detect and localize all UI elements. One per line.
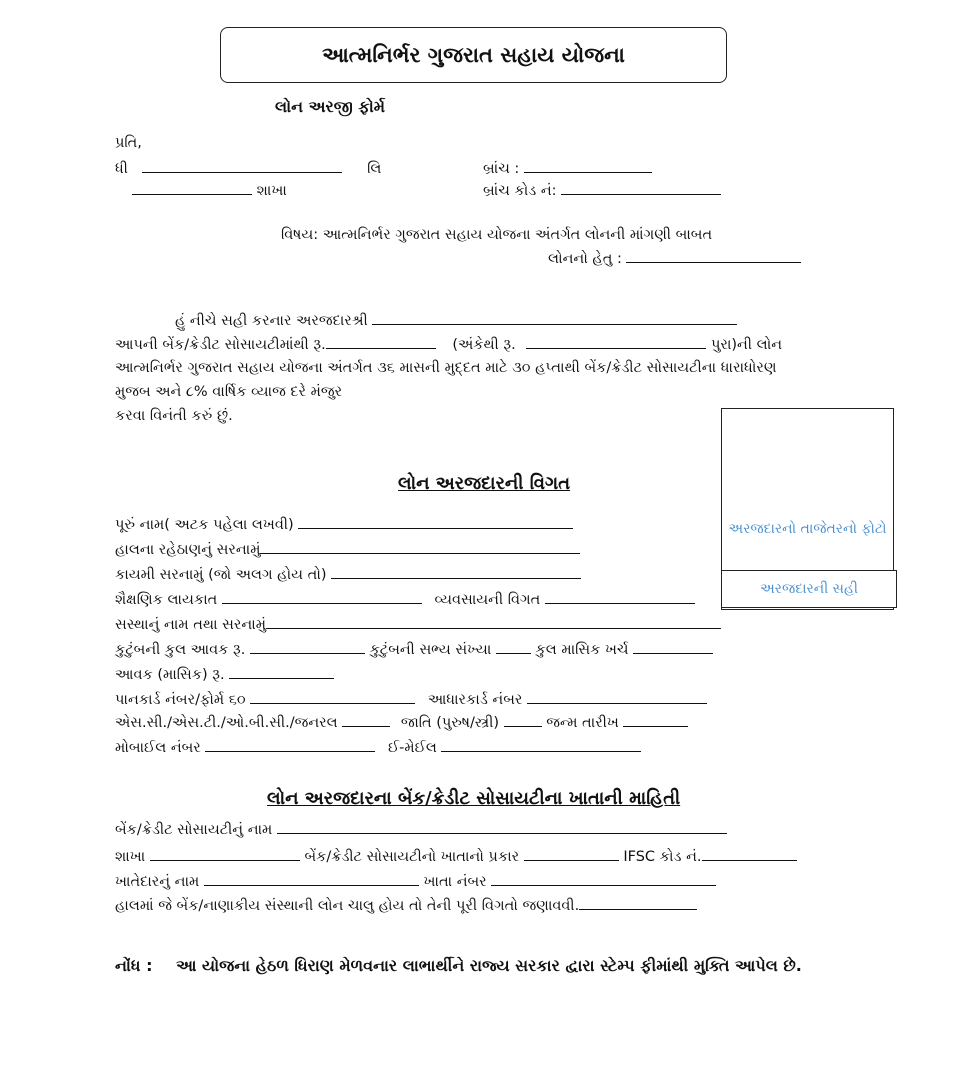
full-name-row [115,514,573,535]
bank-name-blank[interactable] [142,158,342,173]
contact-row [115,737,641,758]
income-row [115,639,713,660]
ifsc-label: IFSC કોડ નં. [623,849,702,865]
bank-name-row [115,158,381,179]
para-line-4: મુજબ અને ૮% વાર્ષિક વ્યાજ દરે મંજુર [115,384,343,400]
holder-blank[interactable] [204,871,419,886]
mobile-blank[interactable] [205,737,375,752]
occupation-blank[interactable] [545,589,695,604]
branch-code-row [483,180,721,201]
shakha-row [132,180,287,201]
shakha-blank[interactable] [132,180,252,195]
para-line-1: હું નીચે સહી કરનાર અરજદારશ્રી [175,313,368,329]
monthly-income-row [115,664,334,685]
li-label: લિ [367,161,382,177]
applicant-details-heading: લોન અરજદારની વિગત [398,473,571,494]
bank-name-label: બેંક/ક્રેડીટ સોસાયટીનું નામ [115,822,273,838]
ifsc-blank[interactable] [702,846,797,861]
signature-label: અરજદારની સહી [760,581,858,597]
monthly-income-label: આવક (માસિક) રૂ. [115,667,225,683]
para-line-2a: આપની બેંક/ક્રેડીટ સોસાયટીમાંથી રૂ. [115,337,326,353]
existing-loan-blank[interactable] [579,895,697,910]
existing-loan-label: હાલમાં જે બેંક/નાણાકીય સંસ્થાની લોન ચાલુ હોય તો તેની પૂરી વિગતો જણાવવી. [115,898,580,914]
account-no-label: ખાતા નંબર [423,874,487,890]
permanent-address-label: કાયમી સરનામું (જો અલગ હોય તો) [115,567,327,583]
permanent-address-row [115,564,581,585]
org-address-blank[interactable] [266,614,721,629]
para-line-3: આત્મનિર્ભર ગુજરાત સહાય યોજના અંતર્ગત ૩૬ માસની મુદ્દત માટે ૩૦ હપ્તાથી બેંક/ક્રેડીટ સોસાયટીના ધારાધોરણ [115,360,777,376]
applicant-name-blank[interactable] [372,310,737,325]
account-type-label: બેંક/ક્રેડીટ સોસાયટીનો ખાતાનો પ્રકાર [304,849,520,865]
branch-row [483,158,652,179]
family-income-blank[interactable] [250,639,365,654]
dob-blank[interactable] [623,712,688,727]
note-text: આ યોજના હેઠળ ધિરાણ મેળવનાર લાભાર્થીને રાજ્ય સરકાર દ્વારા સ્ટેમ્પ ફીમાંથી મુક્તિ આપેલ છે. [176,956,802,975]
bank-society-name-blank[interactable] [277,819,727,834]
amount-words-blank[interactable] [526,334,706,349]
applicant-name-row [175,310,737,331]
photo-label: અરજદારનો તાજેતરનો ફોટો [728,521,887,537]
prati-label: પ્રતિ, [115,135,142,151]
branch-code-label: બ્રાંચ કોડ નં: [483,183,557,199]
shakha-label: શાખા [256,183,287,199]
account-type-blank[interactable] [524,846,619,861]
category-row [115,712,688,733]
occupation-label: વ્યવસાયની વિગત [434,592,541,608]
current-address-blank[interactable] [260,539,580,554]
aadhaar-blank[interactable] [527,689,707,704]
email-blank[interactable] [441,737,641,752]
education-label: શૈક્ષણિક લાયકાત [115,592,218,608]
pan-row [115,689,707,710]
full-name-blank[interactable] [298,514,573,529]
loan-purpose-label: લોનનો હેતુ : [548,251,622,267]
dob-label: જન્મ તારીખ [546,715,619,731]
monthly-expense-label: કુલ માસિક ખર્ચ [535,642,629,658]
gender-blank[interactable] [504,712,542,727]
bank-details-heading: લોન અરજદારના બેંક/ક્રેડીટ સોસાયટીના ખાતાની માહિતી [267,788,681,809]
para-line-2c: પુરા)ની લોન [710,337,783,353]
amount-blank[interactable] [326,334,436,349]
loan-purpose-row [548,248,801,269]
pan-blank[interactable] [250,689,415,704]
email-label: ઈ-મેઈલ [387,740,437,756]
bank-branch-label: શાખા [115,849,146,865]
mobile-label: મોબાઈલ નંબર [115,740,201,756]
education-row [115,589,695,610]
family-members-blank[interactable] [496,639,531,654]
monthly-expense-blank[interactable] [633,639,713,654]
note-row [115,956,802,976]
current-address-row [115,539,580,560]
branch-label: બ્રાંચ : [483,161,520,177]
bank-name-field-row [115,819,727,840]
education-blank[interactable] [222,589,422,604]
org-address-label: સસ્થાનું નામ તથા સરનામું [115,617,266,633]
bank-branch-blank[interactable] [150,846,300,861]
full-name-label: પૂરું નામ( અટક પહેલા લખવી) [115,517,294,533]
monthly-income-blank[interactable] [229,664,334,679]
family-members-label: કુટુંબની સભ્ય સંખ્યા [369,642,492,658]
amount-row [115,334,782,355]
para-line-5: કરવા વિનંતી કરું છું. [115,408,233,424]
category-label: એસ.સી./એસ.ટી./ઓ.બી.સી./જનરલ [115,715,338,731]
permanent-address-blank[interactable] [331,564,581,579]
pan-label: પાનકાર્ડ નંબર/ફોર્મ ૬૦ [115,692,246,708]
note-label: નોંધ : [115,956,153,975]
subject-line: વિષય: આત્મનિર્ભર ગુજરાત સહાય યોજના અંતર્ગત લોનની માંગણી બાબત [281,227,713,243]
form-title: લોન અરજી ફોર્મ [275,97,386,116]
account-holder-row [115,871,716,892]
loan-purpose-blank[interactable] [626,248,801,263]
para-line-2b: (અંકેથી રૂ. [452,337,516,353]
dhi-label: ધી [115,161,128,177]
branch-code-blank[interactable] [561,180,721,195]
gender-label: જાતિ (પુરુષ/સ્ત્રી) [400,715,500,731]
family-income-label: કુટુંબની કુલ આવક રૂ. [115,642,246,658]
signature-box[interactable] [721,570,897,608]
current-address-label: હાલના રહેઠાણનું સરનામું [115,542,261,558]
bank-branch-row [115,846,797,867]
account-no-blank[interactable] [491,871,716,886]
existing-loan-row [115,895,697,916]
holder-label: ખાતેદારનું નામ [115,874,200,890]
aadhaar-label: આધારકાર્ડ નંબર [427,692,523,708]
branch-blank[interactable] [524,158,652,173]
category-blank[interactable] [342,712,390,727]
document-title: આત્મનિર્ભર ગુજરાત સહાય યોજના [220,27,727,83]
org-address-row [115,614,721,635]
